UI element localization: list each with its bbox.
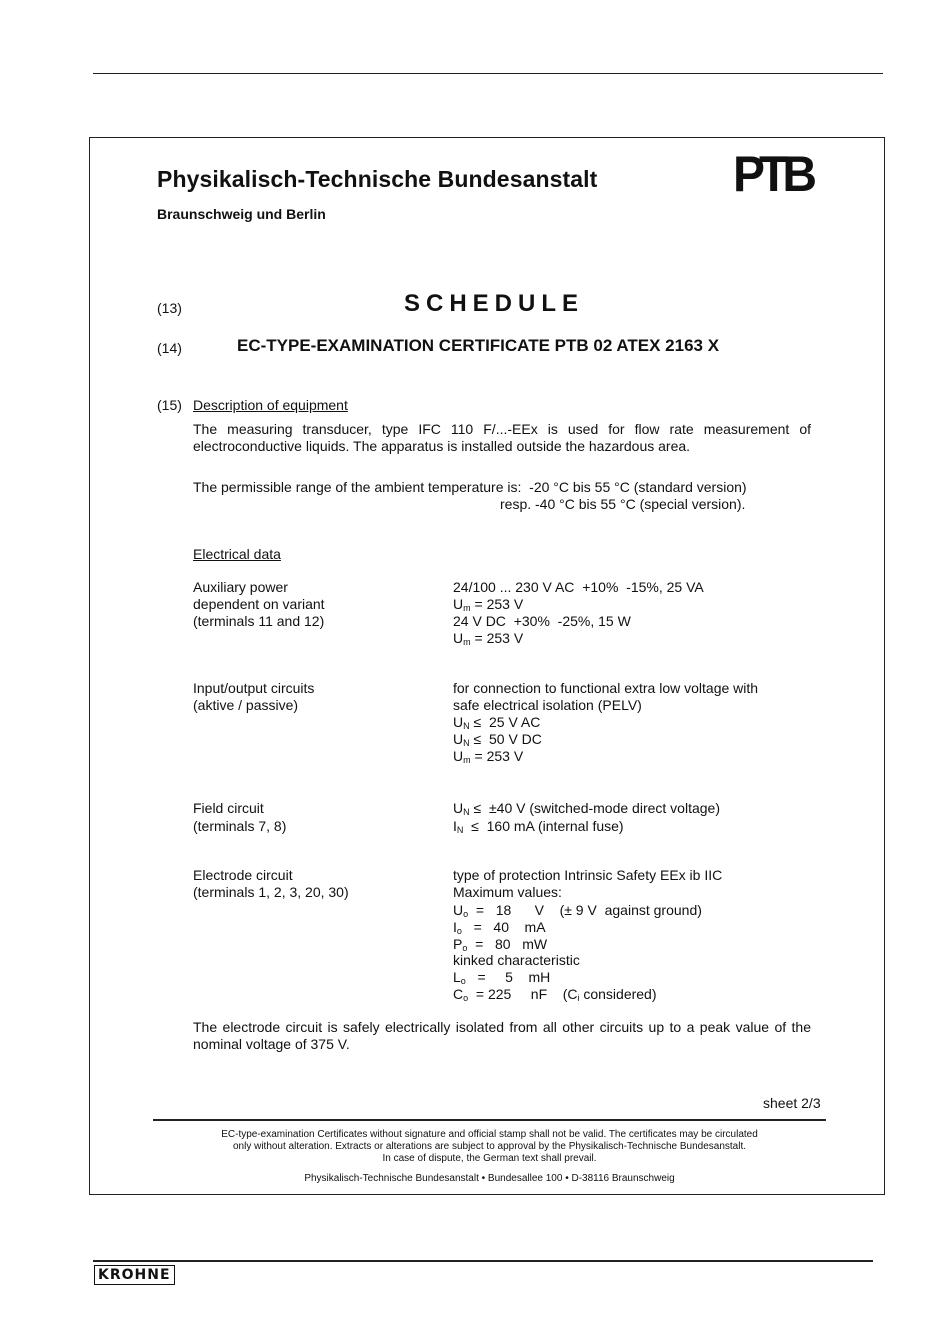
electrode-right-4: $I_o = 40$ mA <box>453 919 546 936</box>
electrode-left-2: (terminals 1, 2, 3, 20, 30) <box>193 884 349 900</box>
io-right-2: safe electrical isolation (PELV) <box>453 697 642 713</box>
field-left-2: (terminals 7, 8) <box>193 818 287 834</box>
aux-left-3: (terminals 11 and 12) <box>193 613 325 629</box>
electrode-right-1: type of protection Intrinsic Safety EEx ib IIC <box>453 867 723 883</box>
aux-right-3: 24 V DC +30% -25%, 15 W <box>453 613 631 629</box>
schedule-title: SCHEDULE <box>404 290 585 317</box>
description-heading: Description of equipment <box>193 397 348 413</box>
field-right-2: $I_N \le 160$ mA (internal fuse) <box>453 818 624 835</box>
org-name: Physikalisch-Technische Bundesanstalt <box>157 166 598 192</box>
aux-left-1: Auxiliary power <box>193 579 288 595</box>
electrode-right-6: kinked characteristic <box>453 952 580 968</box>
disclaimer-line-2: only without alteration. Extracts or alterations are subject to approval by the Physikalisch-Technische Bundesanstalt. <box>232 1141 747 1152</box>
aux-right-4: $U_m = 253$ V <box>453 630 524 647</box>
item-number-14: (14) <box>157 340 182 356</box>
electrical-heading: Electrical data <box>193 546 281 562</box>
electrode-right-7: $L_o$ = 5 mH <box>453 969 551 986</box>
sheet-number: sheet 2/3 <box>763 1095 821 1111</box>
field-left-1: Field circuit <box>193 800 264 816</box>
io-left-2: (aktive / passive) <box>193 697 299 713</box>
footer-rule <box>153 1119 826 1121</box>
address: Physikalisch-Technische Bundesanstalt • Bundesallee 100 • D-38116 Braunschweig <box>304 1173 675 1184</box>
org-subtitle: Braunschweig und Berlin <box>157 206 326 222</box>
bottom-rule <box>93 1260 873 1262</box>
aux-left-2: dependent on variant <box>193 596 325 612</box>
io-right-1: for connection to functional extra low voltage with <box>453 680 759 696</box>
certificate-title: EC-TYPE-EXAMINATION CERTIFICATE PTB 02 ATEX 2163 X <box>237 336 720 355</box>
electrode-left-1: Electrode circuit <box>193 867 293 883</box>
disclaimer <box>153 1129 826 1165</box>
electrode-right-8: $C_o = 225$ nF ($C_i$ considered) <box>453 986 657 1003</box>
item-number-13: (13) <box>157 300 182 316</box>
disclaimer-line-3: In case of dispute, the German text shall prevail. <box>382 1153 597 1164</box>
top-rule <box>93 73 883 74</box>
io-right-3: $U_N \le 25$ V AC <box>453 714 541 731</box>
temperature-line-2: resp. -40 °C bis 55 °C (special version). <box>500 496 746 512</box>
field-right-1: $U_N \le \pm 40$ V (switched-mode direct voltage) <box>453 800 720 817</box>
ptb-logo: PTB <box>733 146 811 203</box>
description-text: The measuring transducer, type IFC 110 F/...-EEx is used for flow rate measurement of electroconductive liquids. The apparatus is installed outside the hazardous area. <box>193 421 811 454</box>
io-left-1: Input/output circuits <box>193 680 315 696</box>
temperature-line-1: The permissible range of the ambient temperature is: -20 °C bis 55 °C (standard version) <box>193 479 747 495</box>
electrode-right-5: $P_o = 80$ mW <box>453 936 548 953</box>
aux-right-1: 24/100 ... 230 V AC +10% -15%, 25 VA <box>453 579 704 595</box>
isolation-text: The electrode circuit is safely electrically isolated from all other circuits up to a peak value of the nominal voltage of 375 V. <box>193 1019 811 1052</box>
io-right-5: $U_m = 253$ V <box>453 748 524 765</box>
electrode-right-2: Maximum values: <box>453 884 562 900</box>
krohne-logo: KROHNE <box>94 1265 175 1285</box>
io-right-4: $U_N \le 50$ V DC <box>453 731 542 748</box>
item-number-15: (15) <box>157 397 182 413</box>
disclaimer-line-1: EC-type-examination Certificates without signature and official stamp shall not be valid. The certificates may be circulated <box>221 1129 758 1140</box>
aux-right-2: $U_m = 253$ V <box>453 596 524 613</box>
electrode-right-3: $U_o = 18$ V (± 9 V against ground) <box>453 902 702 919</box>
